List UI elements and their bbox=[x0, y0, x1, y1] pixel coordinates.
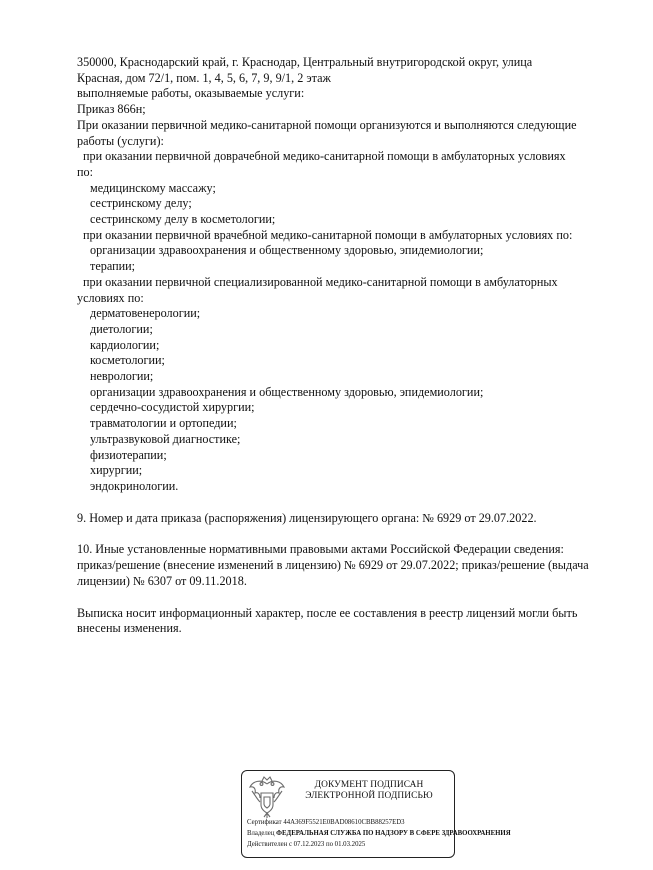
certificate-label: Сертификат bbox=[247, 819, 282, 826]
intro-line-1: При оказании первичной медико-санитарной помощи организуются и выполняются следующие bbox=[77, 117, 577, 132]
pre-doctor-line-2: по: bbox=[77, 164, 94, 179]
owner-label: Владелец bbox=[247, 830, 275, 837]
owner-row bbox=[247, 830, 511, 838]
order-ref: Приказ 866н; bbox=[77, 102, 146, 117]
list-item: сердечно-сосудистой хирургии; bbox=[90, 400, 255, 415]
doctor-list bbox=[77, 243, 637, 274]
list-item: диетологии; bbox=[90, 321, 153, 336]
list-item: организации здравоохранения и общественному здоровью, эпидемиологии; bbox=[90, 384, 484, 399]
pre-doctor-list bbox=[77, 181, 637, 228]
list-item: медицинскому массажу; bbox=[90, 180, 216, 195]
spacer bbox=[77, 495, 637, 511]
section-10-line-2: приказ/решение (внесение изменений в лицензию) № 6929 от 29.07.2022; приказ/решение (выдача bbox=[77, 558, 589, 573]
coat-of-arms-icon bbox=[247, 775, 287, 819]
services-heading: выполняемые работы, оказываемые услуги: bbox=[77, 86, 305, 101]
list-item: эндокринологии. bbox=[90, 478, 179, 493]
certificate-row bbox=[247, 819, 405, 827]
doctor-heading: при оказании первичной врачебной медико-санитарной помощи в амбулаторных условиях по: bbox=[83, 227, 573, 242]
section-10-line-3: лицензии) № 6307 от 09.11.2018. bbox=[77, 573, 247, 588]
notice-line-2: внесены изменения. bbox=[77, 621, 182, 636]
list-item: организации здравоохранения и общественному здоровью, эпидемиологии; bbox=[90, 243, 484, 258]
list-item: дерматовенерологии; bbox=[90, 306, 201, 321]
validity-row: Действителен с 07.12.2023 по 01.03.2025 bbox=[247, 841, 366, 848]
list-item: терапии; bbox=[90, 259, 136, 274]
list-item: физиотерапии; bbox=[90, 447, 167, 462]
address-line-2: Красная, дом 72/1, пом. 1, 4, 5, 6, 7, 9, 9/1, 2 этаж bbox=[77, 70, 331, 85]
section-9: 9. Номер и дата приказа (распоряжения) лицензирующего органа: № 6929 от 29.07.2022. bbox=[77, 510, 537, 525]
list-item: хирургии; bbox=[90, 463, 143, 478]
pre-doctor-line-1: при оказании первичной доврачебной медико-санитарной помощи в амбулаторных условиях bbox=[83, 149, 566, 164]
spacer bbox=[77, 590, 637, 606]
list-item: неврологии; bbox=[90, 369, 154, 384]
list-item: сестринскому делу в косметологии; bbox=[90, 212, 276, 227]
list-item: сестринскому делу; bbox=[90, 196, 192, 211]
certificate-value: 44A369F5521E0BAD08610CBB88257ED3 bbox=[283, 819, 405, 826]
list-item: ультразвуковой диагностике; bbox=[90, 431, 241, 446]
stamp-title-line-2: ЭЛЕКТРОННОЙ ПОДПИСЬЮ bbox=[305, 791, 433, 801]
section-10-line-1: 10. Иные установленные нормативными правовыми актами Российской Федерации сведения: bbox=[77, 542, 564, 557]
stamp-title-line-1: ДОКУМЕНТ ПОДПИСАН bbox=[314, 780, 424, 790]
owner-value: ФЕДЕРАЛЬНАЯ СЛУЖБА ПО НАДЗОРУ В СФЕРЕ ЗДРАВООХРАНЕНИЯ bbox=[276, 830, 511, 837]
list-item: травматологии и ортопедии; bbox=[90, 416, 237, 431]
list-item: косметологии; bbox=[90, 353, 165, 368]
list-item: кардиологии; bbox=[90, 337, 160, 352]
stamp-title bbox=[294, 780, 444, 802]
signature-stamp bbox=[241, 770, 511, 858]
address-line-1: 350000, Краснодарский край, г. Краснодар, Центральный внутригородской округ, улица bbox=[77, 55, 533, 69]
specialized-list bbox=[77, 306, 637, 494]
specialized-line-2: условиях по: bbox=[77, 290, 144, 305]
specialized-line-1: при оказании первичной специализированной медико-санитарной помощи в амбулаторных bbox=[83, 274, 558, 289]
spacer bbox=[77, 526, 637, 542]
notice-line-1: Выписка носит информационный характер, после ее составления в реестр лицензий могли быть bbox=[77, 605, 578, 620]
intro-line-2: работы (услуги): bbox=[77, 133, 164, 148]
document-body bbox=[77, 55, 637, 637]
